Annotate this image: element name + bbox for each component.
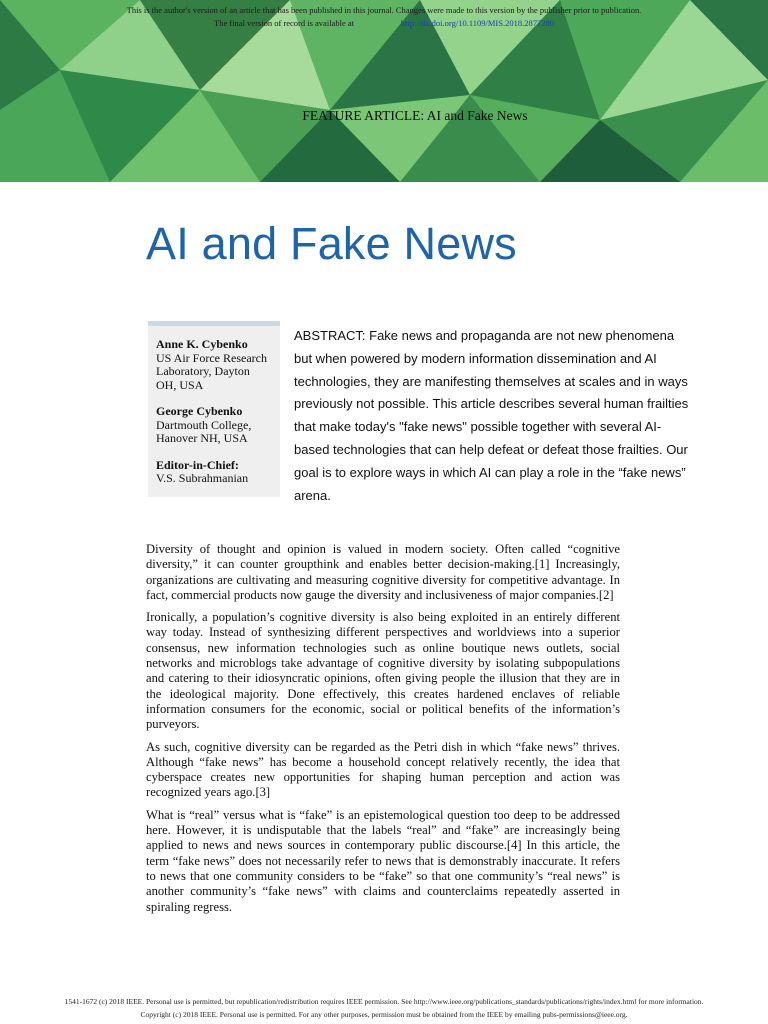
- body-paragraph: What is “real” versus what is “fake” is an epistemological question too deep to be addressed here. However, it is undisputable that the labels “real” and “fake” are increasingly being applied to news and news sources in contemporary public discourse.[4] In this article, the term “fake news” does not necessarily refer to news that is demonstrably inaccurate. It refers to news that one community considers to be “fake” so that one community’s “real news” is another community’s “fake news” with claims and counterclaims repeatedly asserted in spiraling regress.: [146, 807, 620, 914]
- article-title: AI and Fake News: [146, 218, 517, 269]
- body-paragraph: As such, cognitive diversity can be regarded as the Petri dish in which “fake news” thrives. Although “fake news” has become a household concept relatively recently, the idea that cyberspace creates new opportunities for shaping human perception and action was recognized years ago.[3]: [146, 739, 620, 800]
- author-affiliation-line: OH, USA: [156, 377, 204, 392]
- author-name: Anne K. Cybenko: [156, 337, 248, 351]
- footer-line-1: 1541-1672 (c) 2018 IEEE. Personal use is permitted, but republication/redistribution requires IEEE permission. See http://www.ieee.org/publications_standards/publications/rights/index.html for more information.: [64, 997, 704, 1006]
- editor-label: Editor-in-Chief:: [156, 457, 239, 472]
- copyright-footer: [0, 995, 768, 1021]
- notice-line-2: [0, 17, 768, 30]
- author-name: George Cybenko: [156, 404, 243, 418]
- abstract: ABSTRACT: Fake news and propaganda are not new phenomena but when powered by modern information dissemination and AI technologies, they are manifesting themselves at scales and in ways previously not possible. This article describes several human frailties that make today's "fake news" possible together with several AI-based technologies that can help defeat or defeat those frailties. Our goal is to explore ways in which AI can play a role in the “fake news” arena.: [294, 328, 689, 503]
- notice-line-1: This is the author's version of an article that has been published in this journal. Changes were made to this version by the publisher prior to publication.: [126, 5, 642, 15]
- author-affiliation-line: Laboratory, Dayton: [156, 364, 250, 378]
- author-affiliation-line: Dartmouth College,: [156, 417, 252, 432]
- body-paragraph: Diversity of thought and opinion is valued in modern society. Often called “cognitive diversity,” it can counter groupthink and enables better decision-making.[1] Increasingly, organizations are cultivating and measuring cognitive diversity for competitive advantage. In fact, commercial products now gauge the diversity and inclusiveness of major companies.[2]: [146, 542, 620, 602]
- author-box: [148, 321, 280, 497]
- footer-line-2: Copyright (c) 2018 IEEE. Personal use is permitted. For any other purposes, permission must be obtained from the IEEE by emailing pubs-permissions@ieee.org.: [140, 1010, 628, 1019]
- author-affiliation-line: US Air Force Research: [156, 350, 267, 365]
- notice-line-2-text: The final version of record is available at: [214, 18, 354, 28]
- body-paragraph: Ironically, a population’s cognitive diversity is also being exploited in an entirely different way today. Instead of synthesizing different perspectives and worldviews into a superior consensus, new information technologies such as online boutique news outlets, social networks and microblogs take advantage of cognitive diversity by isolating subpopulations and catering to their idiosyncratic opinions, often giving people the illusion that they are in the ideological majority. Done effectively, this creates hardened enclaves of reliable information consumers for the economic, social or political benefits of the information’s purveyors.: [146, 610, 620, 732]
- author-affiliation-line: Hanover NH, USA: [156, 431, 248, 445]
- doi-link[interactable]: http://dx.doi.org/10.1109/MIS.2018.2877280: [400, 18, 554, 28]
- publication-notice: [0, 4, 768, 30]
- feature-label: FEATURE ARTICLE: AI and Fake News: [302, 108, 528, 123]
- editor-name: V.S. Subrahmanian: [156, 471, 249, 485]
- header-banner: [0, 0, 768, 182]
- article-body: [146, 542, 620, 922]
